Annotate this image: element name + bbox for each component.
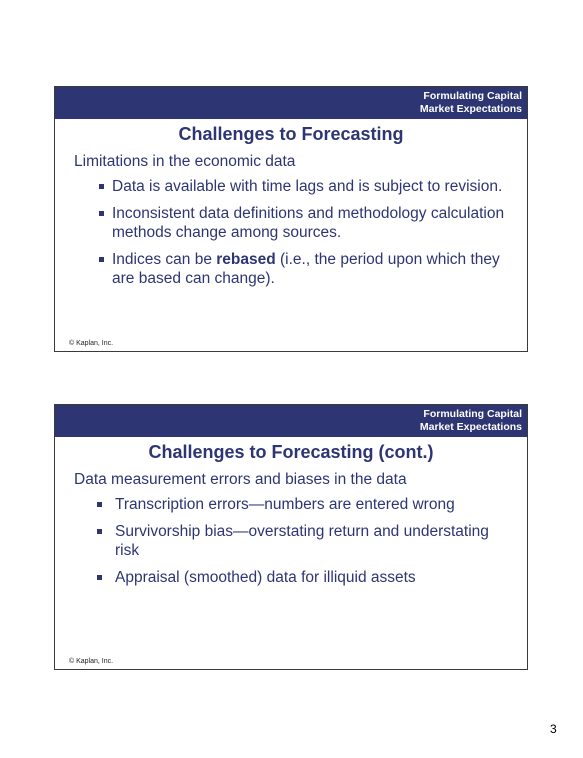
bullet-item	[55, 495, 527, 514]
copyright-notice: © Kaplan, Inc.	[69, 658, 114, 665]
square-bullet-icon	[97, 529, 102, 534]
slide-header-banner	[55, 405, 527, 437]
bullet-text: Appraisal (smoothed) data for illiquid assets	[115, 569, 416, 586]
bullet-item	[55, 568, 527, 587]
copyright-notice: © Kaplan, Inc.	[69, 340, 114, 347]
bullet-text: Inconsistent data definitions and methodology calculation methods change among sources.	[112, 205, 505, 241]
banner-line-2: Market Expectations	[419, 420, 522, 433]
banner-line-1: Formulating Capital	[423, 408, 522, 420]
bullet-text: Survivorship bias—overstating return and understating risk	[115, 523, 489, 559]
square-bullet-icon	[99, 184, 104, 189]
square-bullet-icon	[97, 502, 102, 507]
bullet-item	[55, 177, 527, 196]
slide-title: Challenges to Forecasting	[178, 124, 404, 144]
page-number: 3	[550, 722, 557, 736]
slide-header-banner	[55, 87, 527, 119]
square-bullet-icon	[99, 211, 104, 216]
bullet-text: Transcription errors—numbers are entered wrong	[115, 496, 455, 513]
square-bullet-icon	[99, 257, 104, 262]
slide-title: Challenges to Forecasting (cont.)	[148, 442, 434, 462]
slide-2	[54, 404, 528, 670]
bullet-item	[55, 522, 527, 560]
banner-line-2: Market Expectations	[419, 102, 522, 115]
square-bullet-icon	[97, 575, 102, 580]
bullet-item	[55, 250, 527, 288]
bullet-text-bold: rebased	[216, 251, 276, 268]
bullet-item	[55, 204, 527, 242]
slide-1	[54, 86, 528, 352]
slide-subheading: Data measurement errors and biases in the data	[74, 471, 407, 488]
slide-subheading: Limitations in the economic data	[74, 153, 296, 170]
bullet-text-post: (i.e., the period upon which they are based can change).	[112, 251, 500, 287]
bullet-text-pre: Indices can be	[112, 251, 217, 268]
bullet-text: Data is available with time lags and is subject to revision.	[112, 178, 503, 195]
bullet-list	[55, 177, 527, 288]
bullet-list	[55, 495, 527, 587]
banner-line-1: Formulating Capital	[423, 90, 522, 102]
